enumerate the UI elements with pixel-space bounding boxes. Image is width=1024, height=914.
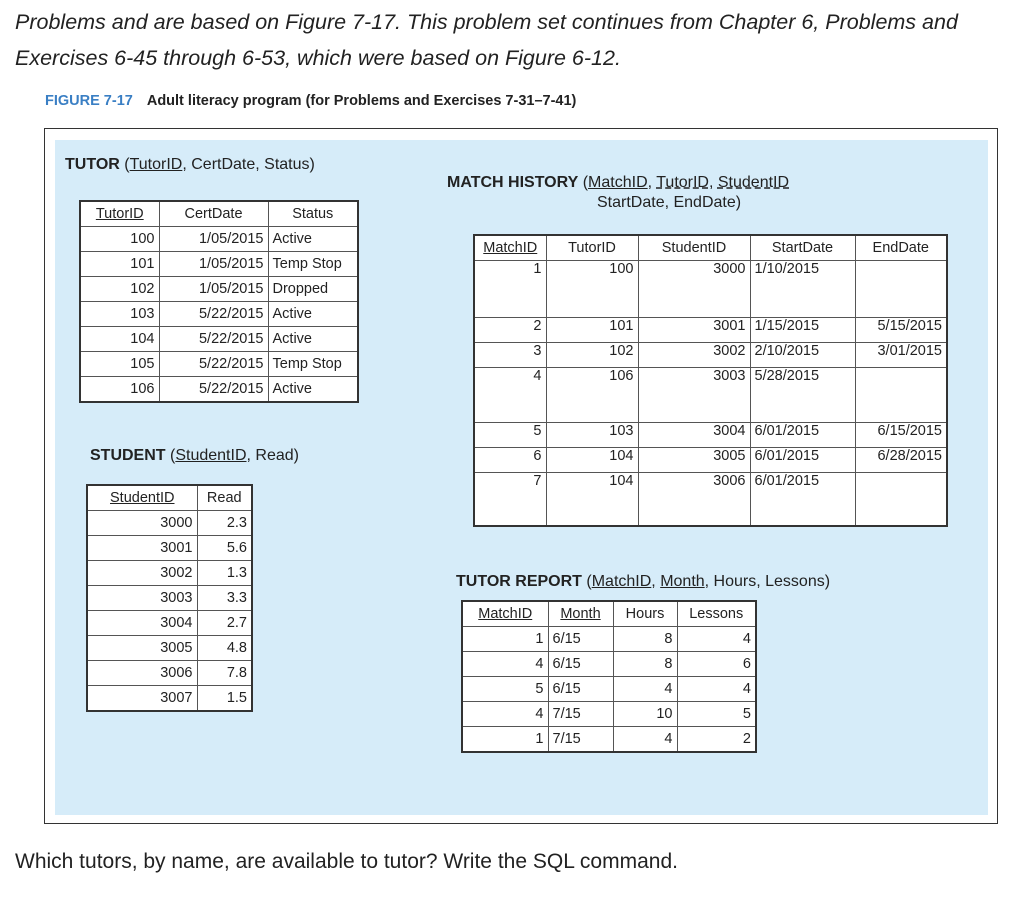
column-header: StudentID [87, 485, 197, 511]
table-cell: 3 [474, 343, 546, 368]
table-cell: 7 [474, 473, 546, 527]
table-cell: 1/05/2015 [159, 252, 268, 277]
table-cell: 1 [462, 727, 548, 753]
table-cell: 3005 [638, 448, 750, 473]
table-cell: 1/05/2015 [159, 277, 268, 302]
table-row [87, 536, 252, 561]
table-row [462, 627, 756, 652]
table-cell: 3006 [87, 661, 197, 686]
table-row [80, 277, 358, 302]
table-cell: 3003 [87, 586, 197, 611]
table-cell: 6/15 [548, 627, 613, 652]
table-cell: 4 [677, 627, 756, 652]
column-header: Read [197, 485, 252, 511]
table-cell: 105 [80, 352, 159, 377]
tutor-schema: TUTOR (TutorID, CertDate, Status) [65, 156, 315, 173]
match-history-table [473, 234, 948, 527]
table-cell: 3002 [87, 561, 197, 586]
table-cell: 3/01/2015 [855, 343, 947, 368]
table-row [80, 327, 358, 352]
table-cell: 101 [80, 252, 159, 277]
table-cell: 2/10/2015 [750, 343, 855, 368]
table-cell: 104 [546, 448, 638, 473]
column-header: MatchID [474, 235, 546, 261]
table-cell: 103 [546, 423, 638, 448]
table-cell: Dropped [268, 277, 358, 302]
table-row [87, 511, 252, 536]
table-row [462, 677, 756, 702]
table-cell: 5 [677, 702, 756, 727]
table-row [474, 448, 947, 473]
table-row [87, 661, 252, 686]
table-cell: 102 [80, 277, 159, 302]
table-cell: 100 [80, 227, 159, 252]
tutor-table [79, 200, 359, 403]
table-cell: 6 [474, 448, 546, 473]
table-cell: 3006 [638, 473, 750, 527]
table-row [462, 702, 756, 727]
table-cell: 7.8 [197, 661, 252, 686]
table-cell: 4.8 [197, 636, 252, 661]
table-cell: 4 [613, 677, 677, 702]
table-row [474, 423, 947, 448]
table-cell: 6/15/2015 [855, 423, 947, 448]
column-header: StudentID [638, 235, 750, 261]
table-cell [855, 261, 947, 318]
table-cell: 1.5 [197, 686, 252, 712]
table-cell: 6/01/2015 [750, 448, 855, 473]
table-cell: 4 [462, 702, 548, 727]
tutor-report-schema: TUTOR REPORT (MatchID, Month, Hours, Lessons) [456, 573, 831, 590]
table-cell: Temp Stop [268, 252, 358, 277]
table-row [87, 561, 252, 586]
table-cell: 5/22/2015 [159, 302, 268, 327]
table-cell: 100 [546, 261, 638, 318]
table-cell: Active [268, 302, 358, 327]
table-row [462, 727, 756, 753]
table-cell: 6/15 [548, 677, 613, 702]
table-cell: 3007 [87, 686, 197, 712]
table-cell: 104 [80, 327, 159, 352]
table-cell: 103 [80, 302, 159, 327]
table-cell: 4 [462, 652, 548, 677]
column-header: CertDate [159, 201, 268, 227]
table-cell: Active [268, 377, 358, 403]
table-row [474, 318, 947, 343]
table-cell: 3005 [87, 636, 197, 661]
figure-title: Adult literacy program (for Problems and Exercises 7-31–7-41) [146, 93, 577, 109]
table-cell: 2.7 [197, 611, 252, 636]
table-cell: 3001 [87, 536, 197, 561]
column-header: Hours [613, 601, 677, 627]
table-row [474, 368, 947, 423]
table-row [462, 652, 756, 677]
student-table [86, 484, 253, 712]
student-schema: STUDENT (StudentID, Read) [90, 447, 299, 464]
table-cell: 3000 [87, 511, 197, 536]
table-cell: 1 [474, 261, 546, 318]
table-cell: 106 [546, 368, 638, 423]
table-cell: 3004 [87, 611, 197, 636]
table-cell: 5/28/2015 [750, 368, 855, 423]
table-cell: 6/28/2015 [855, 448, 947, 473]
table-cell: 106 [80, 377, 159, 403]
table-cell: 10 [613, 702, 677, 727]
table-cell: 1/05/2015 [159, 227, 268, 252]
table-cell: 3003 [638, 368, 750, 423]
table-cell: 1/15/2015 [750, 318, 855, 343]
column-header: TutorID [546, 235, 638, 261]
table-row [87, 636, 252, 661]
table-cell: 3000 [638, 261, 750, 318]
table-cell: 5/22/2015 [159, 377, 268, 403]
table-row [474, 473, 947, 527]
table-row [474, 261, 947, 318]
table-cell: 8 [613, 627, 677, 652]
intro-text: Problems and are based on Figure 7-17. This problem set continues from Chapter 6, Problems and Exercises 6-45 through 6-53, which were based on Figure 6-12. [15, 10, 958, 70]
table-cell: Active [268, 227, 358, 252]
table-cell: 6 [677, 652, 756, 677]
table-row [80, 377, 358, 403]
table-cell: 5/15/2015 [855, 318, 947, 343]
table-cell: 6/15 [548, 652, 613, 677]
column-header: Month [548, 601, 613, 627]
table-row [80, 302, 358, 327]
column-header: EndDate [855, 235, 947, 261]
table-cell [855, 368, 947, 423]
table-cell: 4 [613, 727, 677, 753]
table-row [87, 611, 252, 636]
table-row [80, 227, 358, 252]
figure-number: FIGURE 7-17 [45, 93, 133, 109]
table-cell: 2 [474, 318, 546, 343]
table-cell: 2.3 [197, 511, 252, 536]
table-cell: 1.3 [197, 561, 252, 586]
table-cell: 5/22/2015 [159, 352, 268, 377]
table-cell: 102 [546, 343, 638, 368]
column-header: Status [268, 201, 358, 227]
column-header: Lessons [677, 601, 756, 627]
question-text: Which tutors, by name, are available to tutor? Write the SQL command. [15, 850, 678, 873]
table-cell: 5 [474, 423, 546, 448]
table-cell: 8 [613, 652, 677, 677]
table-cell: 6/01/2015 [750, 473, 855, 527]
table-row [80, 252, 358, 277]
table-cell: 7/15 [548, 727, 613, 753]
table-cell: 3002 [638, 343, 750, 368]
table-cell: 3004 [638, 423, 750, 448]
table-cell: 1 [462, 627, 548, 652]
table-cell: 7/15 [548, 702, 613, 727]
column-header: StartDate [750, 235, 855, 261]
match-history-schema: MATCH HISTORY (MatchID, TutorID, StudentID StartDate, EndDate) [447, 174, 790, 211]
table-cell: 104 [546, 473, 638, 527]
table-cell: 4 [474, 368, 546, 423]
table-row [80, 352, 358, 377]
table-row [474, 343, 947, 368]
table-cell: 4 [677, 677, 756, 702]
table-cell: Temp Stop [268, 352, 358, 377]
table-cell: 2 [677, 727, 756, 753]
table-cell: 1/10/2015 [750, 261, 855, 318]
figure-caption [45, 93, 576, 109]
table-cell: 3.3 [197, 586, 252, 611]
table-cell: 3001 [638, 318, 750, 343]
table-cell: 5/22/2015 [159, 327, 268, 352]
table-cell: 101 [546, 318, 638, 343]
table-cell [855, 473, 947, 527]
table-cell: Active [268, 327, 358, 352]
table-row [87, 586, 252, 611]
table-cell: 5 [462, 677, 548, 702]
table-cell: 5.6 [197, 536, 252, 561]
column-header: TutorID [80, 201, 159, 227]
tutor-report-table [461, 600, 757, 753]
column-header: MatchID [462, 601, 548, 627]
table-row [87, 686, 252, 712]
table-cell: 6/01/2015 [750, 423, 855, 448]
